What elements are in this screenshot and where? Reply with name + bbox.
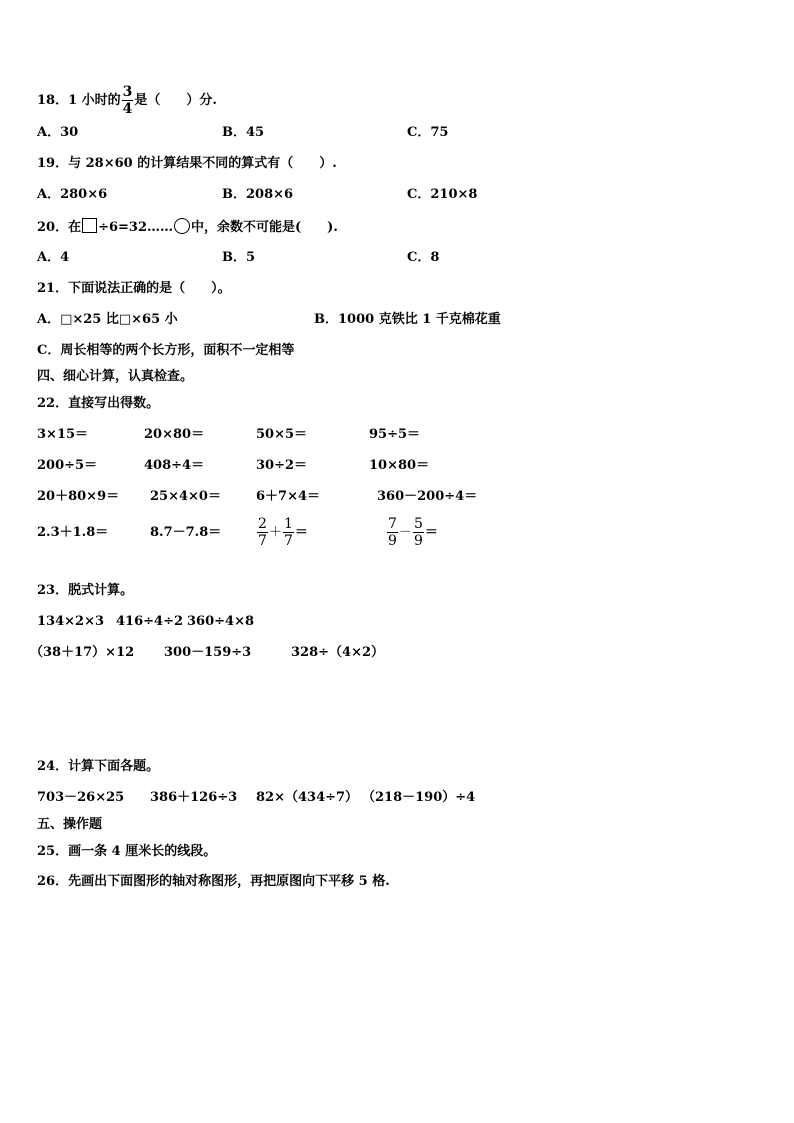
q23-r1-c2: 416÷4÷2 — [116, 614, 184, 629]
q18-fraction: $\frac{3}{4}$ — [122, 84, 133, 117]
question-21: 21．下面说法正确的是（ ）。 — [37, 281, 231, 296]
square-blank-icon — [82, 218, 97, 233]
q18-option-b[interactable]: B．45 — [222, 125, 265, 140]
q22-r2-c3: 30÷2＝ — [256, 458, 308, 473]
q23-r2-c1: （38＋17）×12 — [30, 645, 135, 660]
q22-r3-c2: 25×4×0＝ — [150, 489, 221, 504]
question-19: 19．与 28×60 的计算结果不同的算式有（ ）. — [37, 156, 337, 171]
q20-option-a[interactable]: A．4 — [37, 250, 70, 265]
q24-c1: 703－26×25 — [37, 790, 125, 805]
q22-r1-c4: 95÷5＝ — [369, 427, 421, 442]
question-23: 23．脱式计算。 — [37, 583, 134, 598]
q24-c2: 386＋126÷3 — [150, 790, 238, 805]
q18-suffix: 是（ ）分. — [134, 93, 217, 108]
q18-option-a[interactable]: A．30 — [37, 125, 79, 140]
q22-r1-c3: 50×5＝ — [256, 427, 308, 442]
q21-option-b[interactable]: B．1000 克铁比 1 千克棉花重 — [314, 312, 501, 327]
q22-r4-c3-fraction-expr: $\frac{2}{7}$ ＋ $\frac{1}{7}$ ＝ — [258, 516, 308, 549]
q20-middle: ÷6=32…… — [98, 220, 174, 235]
fraction-1-7: $\frac{1}{7}$ — [283, 516, 293, 549]
q24-c4: （218－190）÷4 — [362, 790, 476, 805]
q19-option-c[interactable]: C．210×8 — [407, 187, 478, 202]
q22-r3-c3: 6＋7×4＝ — [256, 489, 321, 504]
circle-blank-icon — [174, 218, 190, 234]
q22-r2-c4: 10×80＝ — [369, 458, 430, 473]
q22-r1-c1: 3×15＝ — [37, 427, 89, 442]
q18-prefix: 18．1 小时的 — [37, 93, 121, 108]
question-25: 25．画一条 4 厘米长的线段。 — [37, 844, 217, 859]
q24-c3: 82×（434÷7） — [256, 790, 359, 805]
question-26: 26．先画出下面图形的轴对称图形，再把原图向下平移 5 格. — [37, 874, 390, 889]
fraction-7-9: $\frac{7}{9}$ — [388, 516, 397, 549]
q22-r3-c4: 360－200÷4＝ — [377, 489, 478, 504]
q21-option-a[interactable]: A．□×25 比□×65 小 — [37, 312, 178, 327]
question-22: 22．直接写出得数。 — [37, 396, 160, 411]
fraction-5-9: $\frac{5}{9}$ — [413, 516, 423, 549]
q20-option-c[interactable]: C．8 — [407, 250, 440, 265]
question-18 — [37, 85, 217, 116]
q22-r4-c4-fraction-expr: $\frac{7}{9}$ － $\frac{5}{9}$ ＝ — [388, 516, 438, 549]
q20-option-b[interactable]: B．5 — [222, 250, 256, 265]
q22-r4-c2: 8.7－7.8＝ — [150, 525, 222, 540]
q19-option-b[interactable]: B．208×6 — [222, 187, 294, 202]
q23-r2-c2: 300－159÷3 — [164, 645, 252, 660]
q23-r1-c3: 360÷4×8 — [187, 614, 255, 629]
q19-option-a[interactable]: A．280×6 — [37, 187, 108, 202]
q20-prefix: 20．在 — [37, 220, 82, 235]
q22-r3-c1: 20＋80×9＝ — [37, 489, 120, 504]
section-4-heading: 四、细心计算，认真检查。 — [37, 369, 194, 384]
q22-r2-c1: 200÷5＝ — [37, 458, 98, 473]
q22-r4-c1: 2.3＋1.8＝ — [37, 525, 109, 540]
q22-r1-c2: 20×80＝ — [144, 427, 205, 442]
q18-option-c[interactable]: C．75 — [407, 125, 449, 140]
q20-suffix: 中，余数不可能是( ). — [191, 220, 338, 235]
fraction-2-7: $\frac{2}{7}$ — [258, 516, 267, 549]
section-5-heading: 五、操作题 — [37, 817, 103, 832]
q23-r2-c3: 328÷（4×2） — [291, 645, 385, 660]
q22-r2-c2: 408÷4＝ — [144, 458, 205, 473]
question-20 — [37, 218, 338, 237]
question-24: 24．计算下面各题。 — [37, 759, 160, 774]
q21-option-c[interactable]: C．周长相等的两个长方形，面积不一定相等 — [37, 343, 295, 358]
q23-r1-c1: 134×2×3 — [37, 614, 105, 629]
